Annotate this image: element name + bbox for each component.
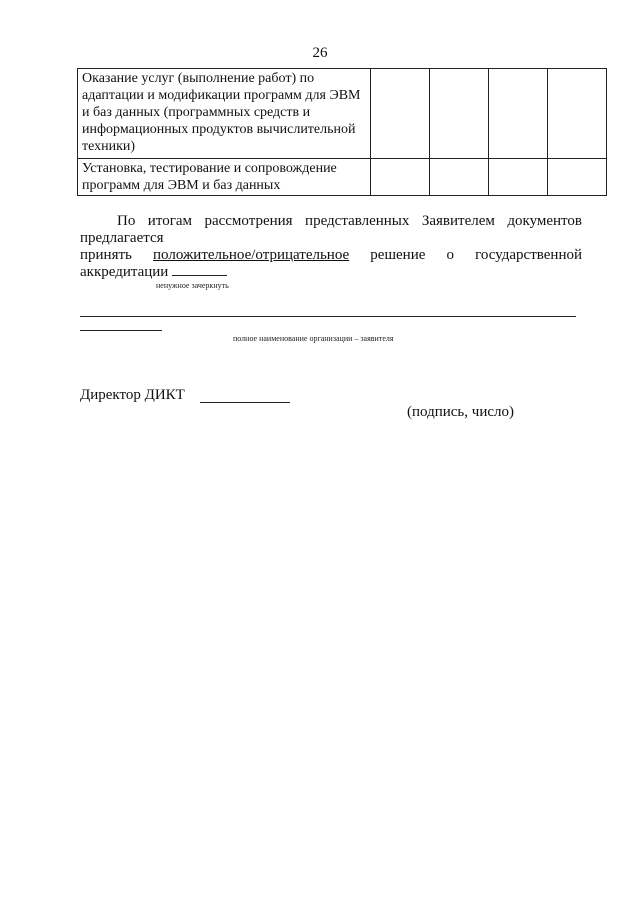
empty-cell <box>489 69 548 159</box>
word-about: о <box>446 247 454 263</box>
word-decision: решение <box>370 247 426 263</box>
conclusion-paragraph <box>80 213 582 247</box>
paragraph-line-1: По итогам рассмотрения представленных Заявителем документов <box>117 213 582 229</box>
decision-choice: положительное/отрицательное <box>153 247 350 263</box>
word-accreditation: аккредитации <box>80 264 169 280</box>
page-number: 26 <box>312 45 328 61</box>
org-name-line-continued <box>80 330 162 331</box>
paragraph-line-2: предлагается <box>80 230 164 246</box>
empty-cell <box>430 69 489 159</box>
director-title: Директор ДИКТ <box>80 387 185 403</box>
org-name-caption: полное наименование организации – заявителя <box>233 334 394 343</box>
strike-note-caption: ненужное зачеркнуть <box>156 281 229 290</box>
word-accept: принять <box>80 247 132 263</box>
decision-paragraph <box>80 247 582 281</box>
signature-line <box>200 402 290 403</box>
empty-cell <box>371 69 430 159</box>
word-state: государственной <box>475 247 582 263</box>
services-table <box>77 68 607 196</box>
accreditation-blank <box>172 264 227 276</box>
empty-cell <box>548 159 607 196</box>
accreditation-line <box>80 264 582 281</box>
empty-cell <box>548 69 607 159</box>
org-name-line <box>80 316 576 317</box>
signature-caption: (подпись, число) <box>407 404 514 420</box>
empty-cell <box>371 159 430 196</box>
empty-cell <box>430 159 489 196</box>
table-row <box>78 159 607 196</box>
table-row <box>78 69 607 159</box>
service-name-cell: Оказание услуг (выполнение работ) по адаптации и модификации программ для ЭВМ и баз данных (программных средств и информационных продуктов вычислительной техники) <box>78 69 371 159</box>
empty-cell <box>489 159 548 196</box>
service-name-cell: Установка, тестирование и сопровождение программ для ЭВМ и баз данных <box>78 159 371 196</box>
decision-line <box>80 247 582 264</box>
